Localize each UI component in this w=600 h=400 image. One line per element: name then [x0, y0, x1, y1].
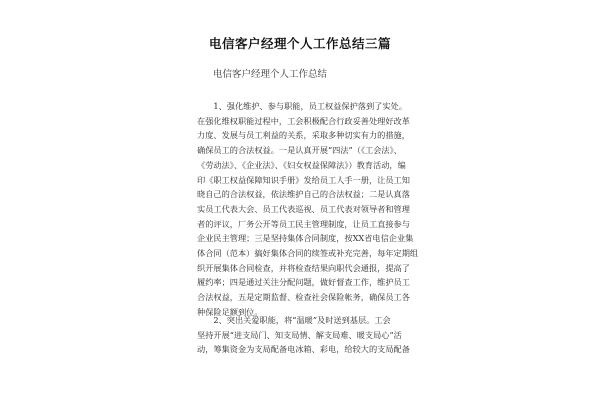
document-title: 电信客户经理个人工作总结三篇	[208, 36, 391, 51]
paragraph-line: 1、强化维护、参与职能，员工权益保护落到了实处。	[197, 101, 407, 111]
paragraph-line: 企业民主管理；三是坚持集体合同制度，按XX省电信企业集	[197, 233, 414, 244]
paragraph-line: 种保险足额到位。	[197, 306, 263, 317]
paragraph-line: 实员工代表大会、员工代表巡视、员工代表对领导者和管理	[197, 203, 410, 214]
paragraph-line: 坚持开展“进支局门、知支局情、解支局难、暖支局心”活	[197, 329, 402, 340]
paragraph-line: 晓自己的合法权益，依法维护自己的合法权益；二是认真落	[197, 189, 410, 200]
document-subtitle: 电信客户经理个人工作总结	[213, 69, 328, 80]
paragraph-line: 《劳动法》、《企业法》、《妇女权益保障法》）教育活动，编	[197, 159, 406, 170]
paragraph-line: 在强化维权职能过程中，工会积极配合行政妥善处理好改革	[197, 115, 410, 126]
paragraph-line: 确保员工的合法权益。一是认真开展“四法”（《工会法》、	[197, 145, 402, 156]
paragraph-2	[197, 313, 422, 357]
paragraph-line: 力度、发展与员工利益的关系，采取多种切实有力的措施，	[197, 130, 410, 141]
paragraph-line: 织开展集体合同检查，并将检查结果向职代会通报，提高了	[197, 262, 410, 273]
paragraph-line: 印《职工权益保障知识手册》发给员工人手一册，让员工知	[197, 174, 410, 185]
paragraph-line: 动，筹集资金为支局配备电冰箱、彩电，给较大的支局配备	[197, 344, 410, 355]
paragraph-line: 2、突出关爱职能，将“温暖”及时送到基层。工会	[197, 315, 391, 325]
paragraph-line: 履约率；四是通过关注分配问题，做好督查工作，维护员工	[197, 277, 410, 288]
paragraph-line: 合法权益，五是定期监督、检查社会保险帐务，确保员工各	[197, 292, 410, 303]
paragraph-line: 者的评议，厂务公开等员工民主管理制度，让员工直接参与	[197, 218, 410, 229]
paragraph-line: 体合同（范本）搞好集体合同的续签或补充完善，每年定期组	[197, 248, 419, 259]
paragraph-1	[197, 99, 422, 320]
